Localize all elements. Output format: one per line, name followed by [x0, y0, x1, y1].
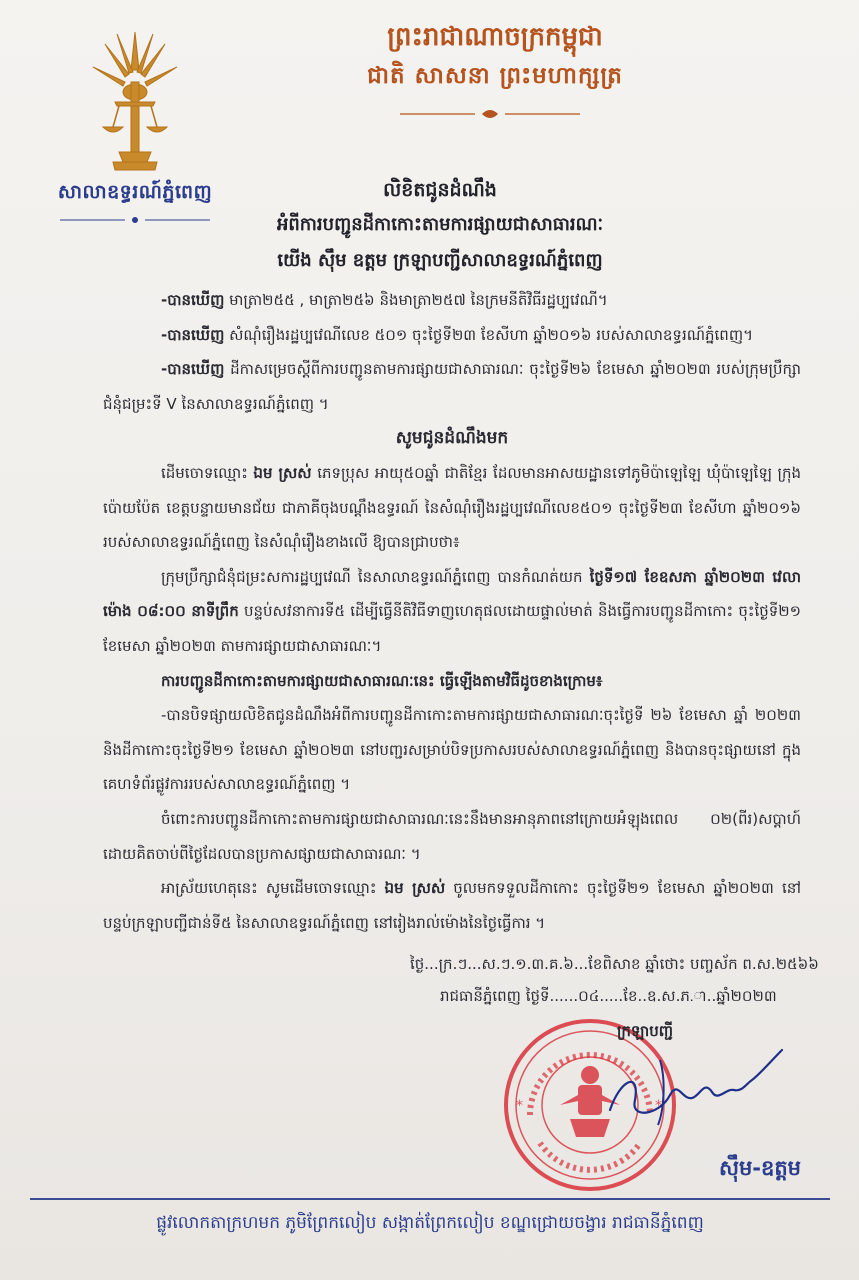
court-emblem-icon	[85, 22, 185, 177]
paragraph: ក្រុមប្រឹក្សាជំនុំជម្រះសការដ្ឋប្បវេណី នៃសាលាឧទ្ធរណ៍ភ្នំពេញ បានកំណត់យក ថ្ងៃទី១៧ ខែឧសភា ឆ្នាំ២០២៣ វេលាម៉ោង ០៨:០០ នាទីព្រឹក បន្ទប់សវនាការទី៥ ដើម្បីធ្វើនីតិវិធីទាញហេតុផលដោយផ្ទាល់មាត់ និងធ្វើការបញ្ជូនដីកាកោះ ចុះថ្ងៃទី២១ ខែមេសា ឆ្នាំ២០២៣ តាមការផ្សាយជាសាធារណៈ។	[103, 567, 801, 655]
document-title: លិខិតជូនដំណឹង	[383, 179, 497, 201]
paragraph: -បានបិទផ្សាយលិខិតជូនដំណឹងអំពីការបញ្ជូនដីកាកោះតាមការផ្សាយជាសាធារណៈចុះថ្ងៃទី ២៦ ខែមេសា ឆ្នាំ ២០២៣ និងដីកាកោះចុះថ្ងៃទី២១ ខែមេសា ឆ្នាំ២០២៣ នៅបញ្ជរសម្រាប់បិទប្រកាសរបស់សាលាឧទ្ធរណ៍ភ្នំពេញ និងបានចុះផ្សាយនៅ ក្នុងគេហទំព័រផ្លូវការរបស់សាលាឧទ្ធរណ៍ភ្នំពេញ ។	[103, 706, 801, 794]
paragraph: ចំពោះការបញ្ជូនដីកាកោះតាមការផ្សាយជាសាធារណៈនេះនឹងមានអានុភាពនៅក្រោយអំឡុងពេល ០២(ពីរ)សប្តាហ៍ ដោយគិតចាប់ពីថ្ងៃដែលបានប្រកាសផ្សាយជាសាធារណៈ ។	[103, 809, 801, 863]
letter-body	[103, 283, 801, 940]
ornament-divider-icon	[390, 106, 590, 122]
paragraph: -បានឃើញ ដីកាសម្រេចស្តីពីការបញ្ជូនតាមការផ្សាយជាសាធារណៈ ចុះថ្ងៃទី២៦ ខែមេសា ឆ្នាំ២០២៣ របស់ក្រុមប្រឹក្សាជំនុំជម្រះទី V នៃសាលាឧទ្ធរណ៍ភ្នំពេញ ។	[103, 360, 801, 413]
paragraph: អាស្រ័យហេតុនេះ សូមដើមចោទឈ្មោះ ឯម ស្រស់ ចូលមកទទួលដីកាកោះ ចុះថ្ងៃទី២១ ខែមេសា ឆ្នាំ២០២៣ នៅបន្ទប់ក្រឡាបញ្ជីជាន់ទី៥ នៃសាលាឧទ្ធរណ៍ភ្នំពេញ នៅរៀងរាល់ម៉ោងនៃថ្ងៃធ្វើការ ។	[103, 879, 801, 932]
handwritten-signature-icon	[600, 1040, 790, 1130]
issuer-line: យើង ស៊ឹម ឧត្តម ក្រឡាបញ្ជីសាលាឧទ្ធរណ៍ភ្នំពេញ	[277, 250, 603, 271]
section-heading: សូមជូនដំណឹងមក	[395, 428, 509, 449]
paragraph: -បានឃើញ មាត្រា២៥៥ , មាត្រា២៥៦ និងមាត្រា២៥៧ នៃក្រមនីតិវិធីរដ្ឋប្បវេណី។	[161, 291, 608, 309]
kingdom-heading: ព្រះរាជាណាចក្រកម្ពុជា	[387, 22, 603, 52]
document-subject: អំពីការបញ្ជូនដីកាកោះតាមការផ្សាយជាសាធារណៈ	[276, 214, 604, 235]
paragraph: ការបញ្ជូនដីកាកោះតាមការផ្សាយជាសាធារណៈនេះ ធ្វើឡើងតាមវិធីដូចខាងក្រោម៖	[161, 671, 603, 690]
paragraph: ដើមចោទឈ្មោះ ឯម ស្រស់ ភេទប្រុស អាយុ៥០ឆ្នាំ ជាតិខ្មែរ ដែលមានអាសយដ្ឋានទៅភូមិប៉ាឡេឡៃ ឃុំប៉ាឡេឡៃ ក្រុងប៉ោយប៉ែត ខេត្តបន្ទាយមានជ័យ ជាភាគីចុងបណ្តឹងឧទ្ធរណ៍ នៃសំណុំរឿងរដ្ឋប្បវេណីលេខ៥០១ ចុះថ្ងៃទី២៣ ខែសីហា ឆ្នាំ២០១៦ របស់សាលាឧទ្ធរណ៍ភ្នំពេញ នៃសំណុំរឿងខាងលើ ឱ្យបានជ្រាបថា៖	[103, 463, 801, 552]
paragraph: -បានឃើញ សំណុំរឿងរដ្ឋប្បវេណីលេខ ៥០១ ចុះថ្ងៃទី២៣ ខែសីហា ឆ្នាំ២០១៦ របស់សាលាឧទ្ធរណ៍ភ្នំពេញ។	[161, 325, 753, 344]
signer-name: ស៊ឹម-ឧត្តម	[718, 1156, 802, 1180]
national-motto: ជាតិ សាសនា ព្រះមហាក្សត្រ	[367, 63, 623, 89]
signer-title: ក្រឡាបញ្ជី	[616, 1022, 674, 1040]
footer-address: ផ្លូវលោកតាក្រហមក ភូមិព្រែកលៀប សង្កាត់ព្រែកលៀប ខណ្ឌជ្រោយចង្វារ រាជធានីភ្នំពេញ	[156, 1213, 704, 1233]
svg-text:*: *	[516, 1098, 523, 1114]
footer-divider	[30, 1198, 830, 1200]
lunar-date: ថ្ងៃ...ក្រ.ៗ...ស.ៗ.១.៣.គ.៦...ខែពិសាខ ឆ្នាំថោះ បញ្ចស័ក ព.ស.២៥៦៦	[410, 955, 819, 973]
svg-text:*: *	[655, 1098, 662, 1114]
court-name: សាលាឧទ្ធរណ៍ភ្នំពេញ	[57, 181, 213, 203]
gregorian-date: រាជធានីភ្នំពេញ ថ្ងៃទី......០៤.....ខែ..ឧ.ស.ភ.ា..ឆ្នាំ២០២៣	[440, 987, 777, 1005]
